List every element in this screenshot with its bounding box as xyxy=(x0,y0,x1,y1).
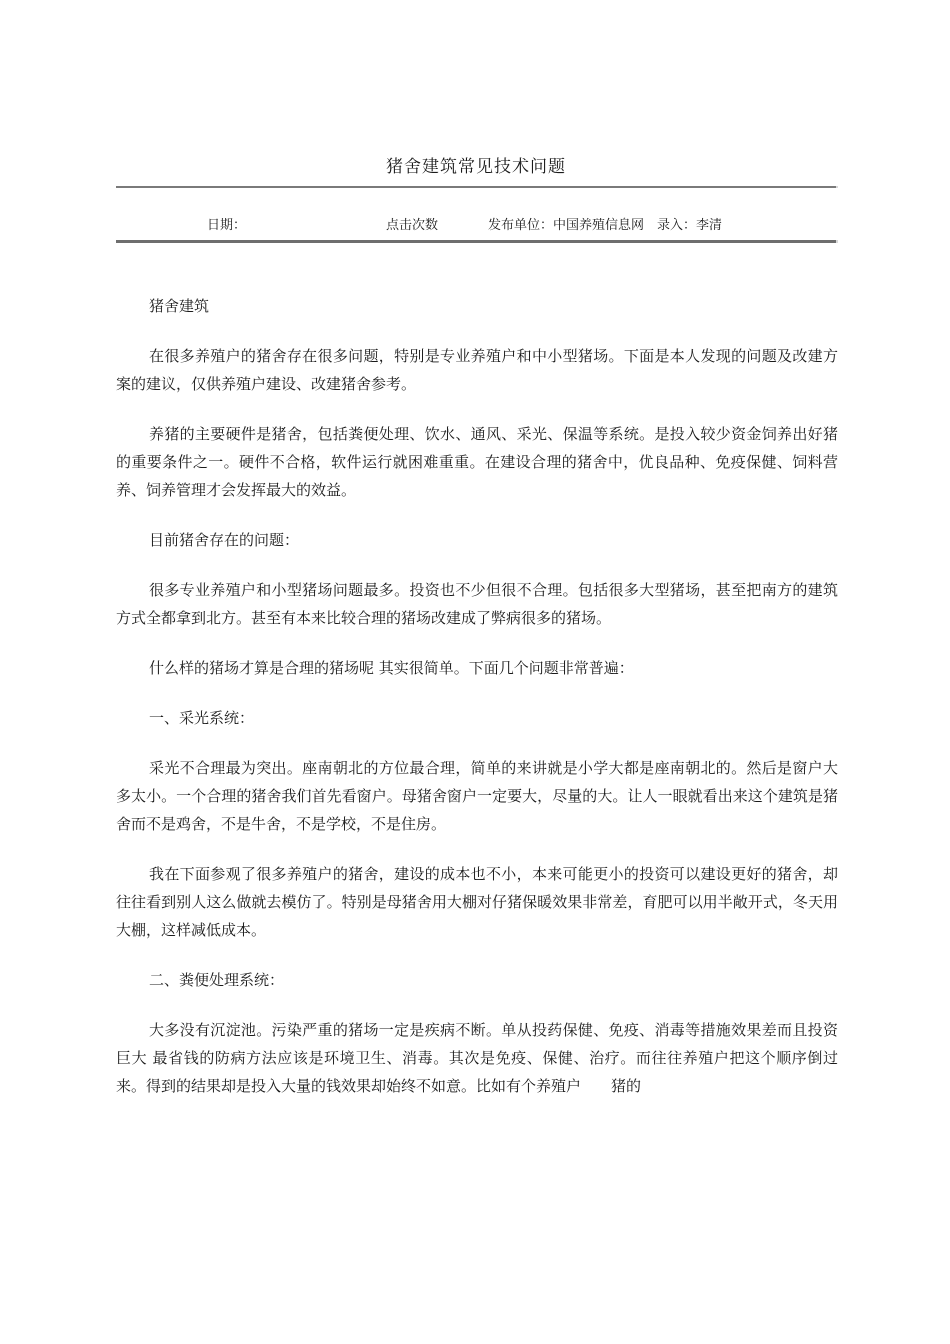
section-heading-lighting: 一、采光系统： xyxy=(149,709,255,727)
paragraph: 养猪的主要硬件是猪舍，包括粪便处理、饮水、通风、采光、保温等系统。是投入较少资金饲养出好猪的重要条件之一。硬件不合格，软件运行就困难重重。在建设合理的猪舍中，优良品种、免疫保健、饲料营养、饲养管理才会发挥最大的效益。 xyxy=(116,425,838,499)
paragraph: 很多专业养殖户和小型猪场问题最多。投资也不少但很不合理。包括很多大型猪场，甚至把南方的建筑方式全都拿到北方。甚至有本来比较合理的猪场改建成了弊病很多的猪场。 xyxy=(116,581,838,627)
paragraph: 什么样的猪场才算是合理的猪场呢 其实很简单。下面几个问题非常普遍： xyxy=(149,659,634,677)
paragraph: 在很多养殖户的猪舍存在很多问题，特别是专业养殖户和中小型猪场。下面是本人发现的问题及改建方案的建议，仅供养殖户建设、改建猪舍参考。 xyxy=(116,347,838,393)
title-divider xyxy=(116,186,836,188)
paragraph: 大多没有沉淀池。污染严重的猪场一定是疾病不断。单从投药保健、免疫、消毒等措施效果差而且投资巨大 最省钱的防病方法应该是环境卫生、消毒。其次是免疫、保健、治疗。而往往养殖户把这个顺序倒过来。得到的结果却是投入大量的钱效果却始终不如意。比如有个养殖户 猪的 xyxy=(116,1021,838,1095)
article-body xyxy=(116,292,838,1122)
date-label: 日期： xyxy=(207,218,247,233)
paragraph-heading-pig-house: 猪舍建筑 xyxy=(149,297,210,315)
article-title: 猪舍建筑常见技术问题 xyxy=(386,157,566,177)
section-heading-manure: 二、粪便处理系统： xyxy=(149,971,285,989)
publisher-info: 发布单位：中国养殖信息网 录入：李清 xyxy=(488,218,723,233)
paragraph: 我在下面参观了很多养殖户的猪舍，建设的成本也不小，本来可能更小的投资可以建设更好的猪舍，却往往看到别人这么做就去模仿了。特别是母猪舍用大棚对仔猪保暖效果非常差，育肥可以用半敞开式，冬天用大棚，这样减低成本。 xyxy=(116,865,838,939)
paragraph-heading-problems: 目前猪舍存在的问题： xyxy=(149,531,300,549)
meta-divider xyxy=(116,240,836,243)
paragraph: 采光不合理最为突出。座南朝北的方位最合理，简单的来讲就是小学大都是座南朝北的。然后是窗户大多太小。一个合理的猪舍我们首先看窗户。母猪舍窗户一定要大，尽量的大。让人一眼就看出来这个建筑是猪舍而不是鸡舍，不是牛舍，不是学校，不是住房。 xyxy=(116,759,838,833)
clicks-label: 点击次数 xyxy=(386,218,439,233)
